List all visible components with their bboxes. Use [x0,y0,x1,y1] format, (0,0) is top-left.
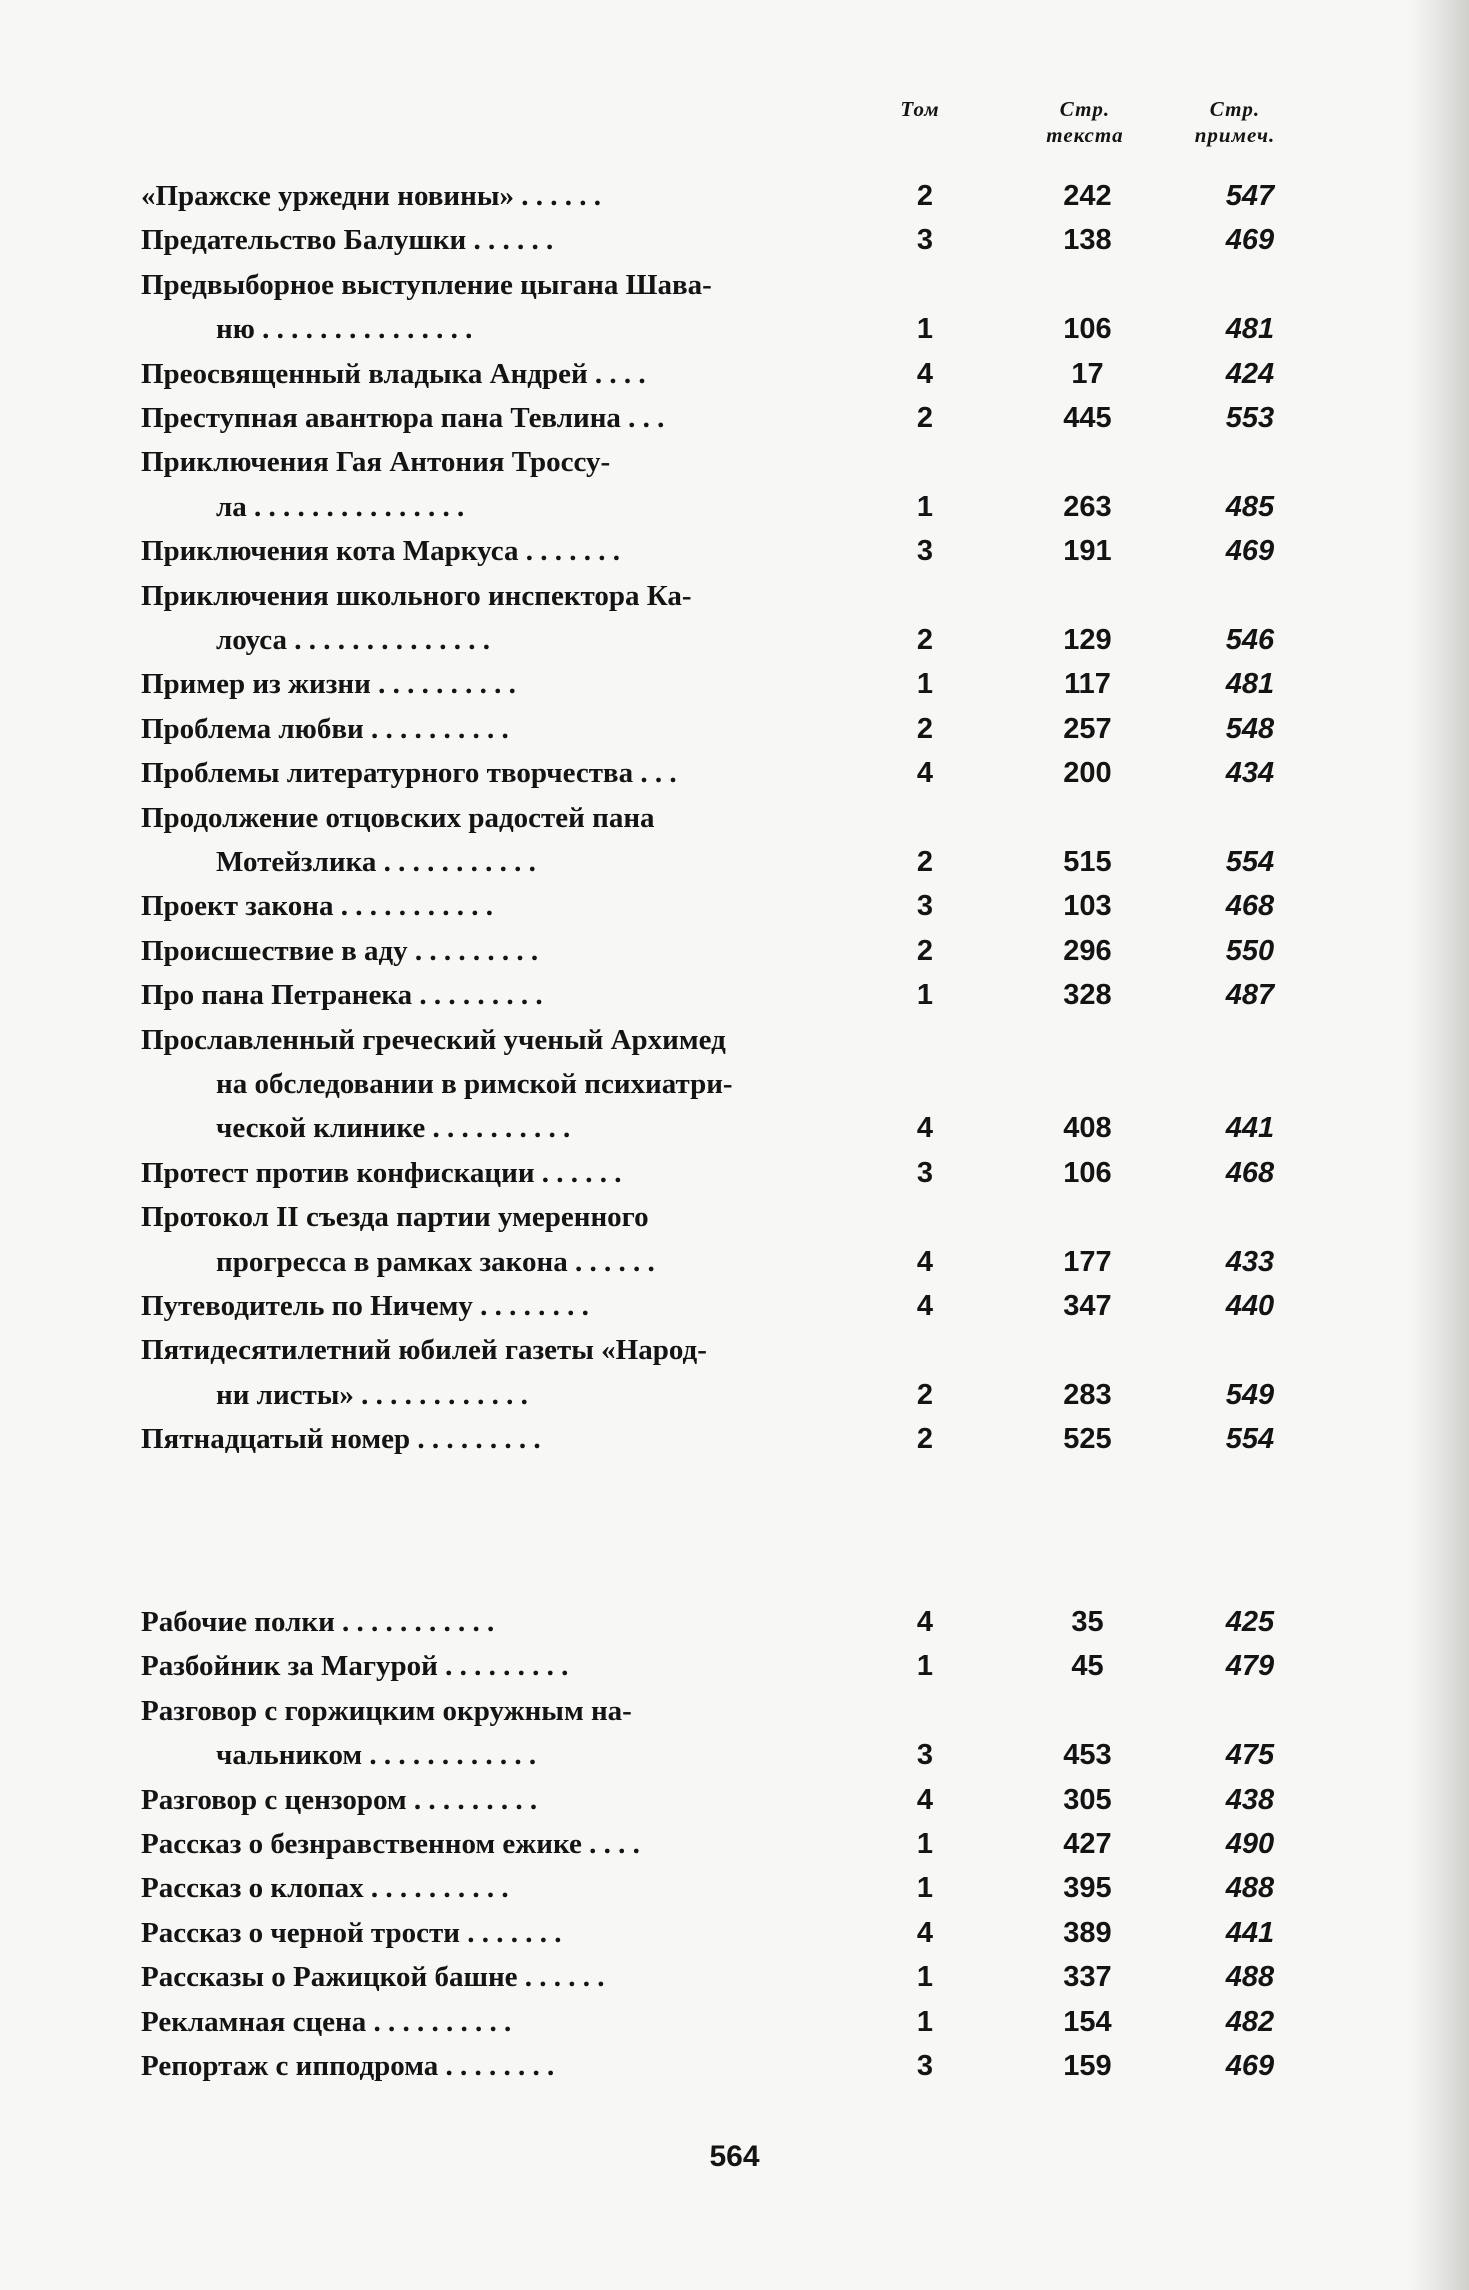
entry-title: Рекламная сцена . . . . . . . . . . [141,2005,512,2038]
entry-title: Разговор с цензором . . . . . . . . . [141,1783,538,1816]
entry-text-page: 305 [1063,1783,1112,1816]
entry-text-page: 395 [1063,1872,1112,1905]
entry-title: Разбойник за Магурой . . . . . . . . . [141,1650,569,1683]
entry-text-page: 337 [1063,1961,1112,1994]
entry-text-page: 515 [1063,846,1112,878]
entry-volume: 4 [916,1916,934,1949]
entry-text-page: 283 [1063,1378,1112,1411]
entry-notes-page: 481 [1225,668,1275,701]
entry-volume: 2 [916,934,934,967]
entry-text-page: 106 [1063,313,1112,346]
entry-title: Репортаж с ипподрома . . . . . . . . [141,2050,555,2082]
entry-text-page: 200 [1063,757,1112,790]
entry-text-page: 347 [1063,1290,1112,1322]
column-header-notes-page-line1: Стр. [1209,97,1261,121]
entry-text-page: 445 [1063,402,1112,434]
entry-notes-page: 482 [1225,2005,1275,2038]
column-header-text-page-line1: Стр. [1059,97,1111,121]
entry-volume: 4 [916,1112,934,1145]
entry-text-page: 296 [1063,934,1112,967]
entry-notes-page: 469 [1225,2050,1275,2082]
entry-text-page: 117 [1064,668,1111,701]
entry-notes-page: 554 [1225,846,1275,878]
entry-title: Приключения кота Маркуса . . . . . . . [141,535,620,568]
entry-volume: 3 [916,1739,934,1772]
page-edge-shadow [1409,0,1469,2290]
entry-notes-page: 475 [1225,1739,1275,1772]
entry-text-page: 328 [1063,979,1112,1012]
entry-volume: 1 [916,1961,934,1994]
entry-title: Проект закона . . . . . . . . . . . [141,890,493,923]
entry-notes-page: 468 [1225,890,1275,923]
entry-notes-page: 550 [1225,934,1275,967]
entry-notes-page: 490 [1225,1828,1275,1860]
entry-volume: 3 [916,224,934,257]
entry-notes-page: 487 [1225,979,1275,1012]
entry-notes-page: 553 [1225,402,1275,434]
entry-notes-page: 424 [1225,357,1275,390]
entry-volume: 3 [916,2050,934,2082]
entry-title: лоуса . . . . . . . . . . . . . . [216,624,490,656]
entry-title: Происшествие в аду . . . . . . . . . [141,934,539,967]
entry-title: ни листы» . . . . . . . . . . . . [216,1378,528,1411]
column-header-notes-page-line2: примеч. [1194,123,1276,147]
entry-title: «Пражске уржедни новины» . . . . . . [141,180,601,212]
entry-text-page: 45 [1071,1650,1104,1683]
entry-text-page: 103 [1063,890,1112,923]
entry-title: прогресса в рамках закона . . . . . . [216,1245,655,1278]
entry-title: ла . . . . . . . . . . . . . . . [216,490,465,523]
entry-title: Рабочие полки . . . . . . . . . . . [141,1606,495,1638]
entry-text-page: 159 [1063,2050,1112,2082]
entry-volume: 2 [916,1423,934,1456]
entry-volume: 3 [916,890,934,923]
entry-notes-page: 433 [1225,1245,1275,1278]
entry-title: Предательство Балушки . . . . . . [141,224,554,257]
entry-notes-page: 485 [1225,490,1275,523]
entry-notes-page: 548 [1225,712,1275,745]
entry-text-page: 35 [1071,1606,1104,1638]
entry-notes-page: 441 [1225,1916,1275,1949]
entry-text-page: 191 [1063,535,1112,568]
column-header-volume-label: Том [900,97,940,121]
entry-notes-page: 468 [1225,1156,1275,1189]
entry-title: Предвыборное выступление цыгана Шава- [141,268,712,301]
entry-notes-page: 479 [1225,1650,1275,1683]
entry-title: Продолжение отцовских радостей пана [141,801,655,834]
entry-volume: 1 [916,668,934,701]
entry-title: Пятидесятилетний юбилей газеты «Народ- [141,1334,707,1367]
entry-title: Рассказ о клопах . . . . . . . . . . [141,1872,509,1905]
entry-title: Разговор с горжицким окружным на- [141,1694,632,1727]
entry-title: Приключения Гая Антония Троссу- [141,446,611,479]
entry-notes-page: 441 [1225,1112,1275,1145]
entry-volume: 4 [916,357,934,390]
entry-notes-page: 425 [1225,1606,1275,1638]
entry-text-page: 129 [1063,624,1112,656]
entry-text-page: 17 [1071,357,1104,390]
entry-text-page: 177 [1063,1245,1112,1278]
column-header-text-page-line2: текста [1046,123,1124,147]
column-header-notes-page [1160,96,1310,148]
entry-volume: 2 [916,402,934,434]
entry-notes-page: 434 [1225,757,1275,790]
entry-title: Рассказ о черной трости . . . . . . . [141,1916,562,1949]
entry-text-page: 389 [1063,1916,1112,1949]
entry-volume: 2 [916,712,934,745]
entry-notes-page: 488 [1225,1872,1275,1905]
entry-title: ческой клинике . . . . . . . . . . [216,1112,571,1145]
entry-title: Пример из жизни . . . . . . . . . . [141,668,516,701]
entry-text-page: 453 [1063,1739,1112,1772]
entry-title: чальником . . . . . . . . . . . . [216,1739,537,1772]
entry-title: Рассказы о Ражицкой башне . . . . . . [141,1961,605,1994]
entry-notes-page: 469 [1225,535,1275,568]
entry-text-page: 427 [1063,1828,1112,1860]
entry-title: Прославленный греческий ученый Архимед [141,1023,726,1056]
entry-text-page: 408 [1063,1112,1112,1145]
entry-title: Преосвященный владыка Андрей . . . . [141,357,646,390]
entry-volume: 1 [916,2005,934,2038]
entry-title: Проблемы литературного творчества . . . [141,757,677,790]
entry-volume: 2 [916,624,934,656]
entry-volume: 4 [916,1783,934,1816]
entry-text-page: 263 [1063,490,1112,523]
entry-title: Путеводитель по Ничему . . . . . . . . [141,1290,589,1322]
entry-title: Пятнадцатый номер . . . . . . . . . [141,1423,541,1456]
entry-title: Мотейзлика . . . . . . . . . . . [216,846,536,878]
entry-volume: 1 [916,1650,934,1683]
entry-text-page: 154 [1063,2005,1112,2038]
entry-volume: 1 [916,1872,934,1905]
entry-text-page: 257 [1063,712,1112,745]
entry-title: Преступная авантюра пана Тевлина . . . [141,402,665,434]
entry-text-page: 106 [1063,1156,1112,1189]
entry-text-page: 525 [1063,1423,1112,1456]
entry-notes-page: 481 [1225,313,1275,346]
entry-text-page: 138 [1063,224,1112,257]
entry-title: ню . . . . . . . . . . . . . . . [216,313,473,346]
entry-volume: 4 [916,1606,934,1638]
entry-notes-page: 554 [1225,1423,1275,1456]
entry-title: Приключения школьного инспектора Ка- [141,579,692,612]
entry-volume: 1 [916,490,934,523]
page-number: 564 [709,2140,760,2173]
entry-notes-page: 440 [1225,1290,1275,1322]
entry-notes-page: 488 [1225,1961,1275,1994]
entry-volume: 3 [916,1156,934,1189]
entry-notes-page: 549 [1225,1378,1275,1411]
entry-volume: 4 [916,1245,934,1278]
entry-volume: 1 [916,979,934,1012]
entry-title: на обследовании в римской психиатри- [216,1068,733,1100]
entry-text-page: 242 [1063,180,1112,212]
entry-volume: 4 [916,757,934,790]
entry-volume: 1 [916,1828,934,1860]
entry-title: Протест против конфискации . . . . . . [141,1156,622,1189]
entry-volume: 3 [916,535,934,568]
entry-notes-page: 469 [1225,224,1275,257]
entry-title: Про пана Петранека . . . . . . . . . [141,979,543,1012]
column-header-text-page [1010,96,1160,148]
entry-title: Протокол II съезда партии умеренного [141,1201,649,1234]
column-header-volume [880,96,960,122]
entry-volume: 2 [916,1378,934,1411]
entry-notes-page: 547 [1225,180,1275,212]
entry-volume: 1 [916,313,934,346]
entry-title: Рассказ о безнравственном ежике . . . . [141,1828,640,1860]
entry-volume: 4 [916,1290,934,1322]
entry-volume: 2 [916,846,934,878]
entry-notes-page: 546 [1225,624,1275,656]
entry-notes-page: 438 [1225,1783,1275,1816]
entry-volume: 2 [916,180,934,212]
entry-title: Проблема любви . . . . . . . . . . [141,712,509,745]
